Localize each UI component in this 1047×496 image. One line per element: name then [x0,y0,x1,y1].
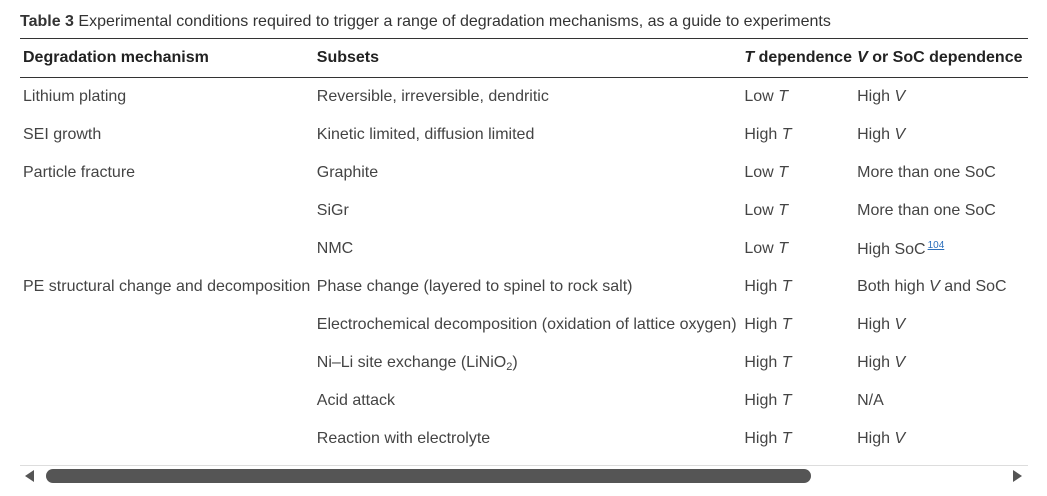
header-t-dependence [741,39,854,78]
header-v-label: or SoC dependence [872,49,1023,66]
cell-mechanism: SEI growth [23,126,102,143]
table-row [20,268,1028,306]
cell-subset-subscript: 2 [506,360,513,373]
table-row [20,382,1028,420]
horizontal-scrollbar[interactable] [20,465,1028,490]
cell-t-level: Low [744,240,774,257]
table-caption-text: Experimental conditions required to trigger a range of degradation mechanisms, as a guide to experiments [78,13,831,30]
table-row [20,154,1028,192]
cell-v-dependence [854,116,1028,154]
cell-t-dependence [741,382,854,420]
cell-t-level: Low [744,88,774,105]
cell-subset-suffix: ) [512,353,518,371]
scroll-left-arrow-icon[interactable] [25,470,34,482]
cell-v-text: More than one SoC [857,202,996,219]
cell-v-text: High [857,354,891,371]
cell-subset: SiGr [316,202,349,219]
header-subsets: Subsets [314,39,742,78]
cell-t-level: High [744,354,778,371]
header-t-label: dependence [758,49,852,66]
cell-v-text: High [857,316,891,333]
cell-v-dependence [854,192,1028,230]
cell-subset: Graphite [316,164,379,181]
cell-v-symbol: V [929,278,940,295]
cell-mechanism [20,382,314,420]
table-caption [20,13,831,31]
header-mechanism: Degradation mechanism [20,39,314,78]
cell-v-dependence [854,306,1028,344]
cell-t-dependence [741,420,854,458]
scroll-right-arrow-icon[interactable] [1013,470,1022,482]
cell-mechanism [20,344,314,382]
cell-subset: Kinetic limited, diffusion limited [316,126,535,143]
cell-v-text: N/A [857,392,884,409]
cell-t-level: Low [744,202,774,219]
cell-v-symbol: V [894,316,906,333]
cell-t-level: Low [744,164,774,181]
cell-mechanism: Particle fracture [23,164,136,181]
cell-subset-text: Ni–Li site exchange (LiNiO [316,353,507,371]
table-body [20,78,1028,459]
cell-v-text: High SoC [857,240,926,258]
cell-subset: Reversible, irreversible, dendritic [316,88,549,105]
cell-t-level: High [744,278,778,295]
cell-v-dependence [854,382,1028,420]
cell-t-symbol: T [781,278,792,295]
cell-t-dependence [741,306,854,344]
cell-v-dependence [854,344,1028,382]
scrollbar-thumb[interactable] [46,469,811,483]
cell-v-symbol: V [894,354,906,371]
cell-v-text: More than one SoC [857,164,996,181]
cell-v-suffix: and SoC [944,278,1007,295]
cell-t-symbol: T [778,164,788,181]
cell-t-symbol: T [781,430,792,447]
header-t-symbol: T [744,49,755,66]
table-row [20,192,1028,230]
cell-t-symbol: T [778,240,788,257]
cell-t-symbol: T [781,354,792,371]
cell-v-text: Both high [857,278,925,295]
cell-v-dependence [854,230,1028,268]
cell-t-dependence [741,268,854,306]
table-row [20,78,1028,117]
cell-v-dependence [854,78,1028,117]
cell-subset [314,344,742,382]
cell-t-level: High [744,316,778,333]
cell-t-dependence [741,192,854,230]
table-caption-label: Table 3 [20,13,74,30]
table-row [20,420,1028,458]
cell-mechanism [20,192,314,230]
cell-t-level: High [744,126,778,143]
cell-mechanism: PE structural change and decomposition [23,278,311,295]
cell-mechanism [20,420,314,458]
cell-t-symbol: T [781,126,792,143]
cell-t-level: High [744,430,778,447]
cell-t-symbol: T [781,316,792,333]
cell-subset: Electrochemical decomposition (oxidation of lattice oxygen) [316,316,737,333]
cell-mechanism [20,306,314,344]
cell-v-text: High [857,88,891,105]
table-row [20,306,1028,344]
cell-v-symbol: V [894,430,906,447]
table-scroll-area[interactable] [20,38,1028,463]
cell-subset: NMC [316,240,354,257]
degradation-table [20,39,1028,458]
cell-t-symbol: T [778,88,788,105]
cell-t-dependence [741,154,854,192]
cell-mechanism: Lithium plating [23,88,127,105]
table-row [20,116,1028,154]
reference-link[interactable]: 104 [927,239,945,251]
cell-t-dependence [741,78,854,117]
cell-mechanism [20,230,314,268]
table-header-row [20,39,1028,78]
table-row [20,230,1028,268]
cell-t-level: High [744,392,778,409]
cell-t-symbol: T [781,392,792,409]
table-row [20,344,1028,382]
cell-t-symbol: T [778,202,788,219]
cell-v-text: High [857,430,891,447]
cell-t-dependence [741,230,854,268]
cell-v-symbol: V [894,126,906,143]
cell-v-dependence [854,420,1028,458]
cell-v-dependence [854,154,1028,192]
cell-subset: Reaction with electrolyte [316,430,491,447]
cell-v-text: High [857,126,891,143]
cell-v-dependence [854,268,1028,306]
cell-subset: Acid attack [316,392,396,409]
cell-t-dependence [741,116,854,154]
cell-t-dependence [741,344,854,382]
cell-v-symbol: V [894,88,906,105]
header-v-dependence [854,39,1028,78]
header-v-symbol: V [857,49,868,66]
cell-subset: Phase change (layered to spinel to rock salt) [316,278,633,295]
